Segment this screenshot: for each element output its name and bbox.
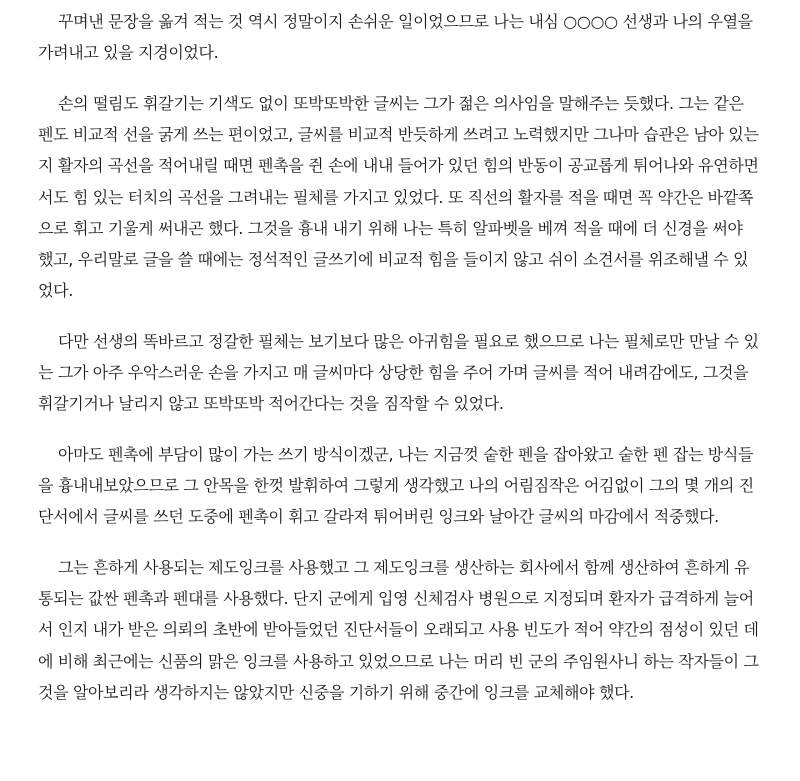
paragraph: 손의 떨림도 휘갈기는 기색도 없이 또박또박한 글씨는 그가 젊은 의사임을 말해주는 듯했다. 그는 같은 펜도 비교적 선을 굵게 쓰는 편이었고, 글씨를 비교적 반듯하게 쓰려고 노력했지만 그나마 습관은 남아 있는지 활자의 곡선을 적어내릴 때면 펜촉을 쥔 손에 내내 들어가 있던 힘의 반동이 공교롭게 튀어나와 유연하면서도 힘 있는 터치의 곡선을 그려내는 필체를 가지고 있었다. 또 직선의 활자를 적을 때면 꼭 약간은 바깥쪽으로 휘고 기울게 써내곤 했다. 그것을 흉내 내기 위해 나는 특히 알파벳을 베껴 적을 때에 더 신경을 써야 했고, 우리말로 글을 쓸 때에는 정석적인 글쓰기에 비교적 힘을 들이지 않고 쉬이 소견서를 위조해낼 수 있었다. (38, 93, 759, 301)
paragraph: 꾸며낸 문장을 옮겨 적는 것 역시 정말이지 손쉬운 일이었으므로 나는 내심 ○○○○ 선생과 나의 우열을 가려내고 있을 지경이었다. (38, 12, 753, 63)
paragraph: 그는 흔하게 사용되는 제도잉크를 사용했고 그 제도잉크를 생산하는 회사에서 함께 생산하여 흔하게 유통되는 값싼 펜촉과 펜대를 사용했다. 단지 군에게 입영 신체검사 병원으로 지정되며 환자가 급격하게 늘어서 인지 내가 받은 의뢰의 초반에 받아들었던 진단서들이 오래되고 사용 빈도가 적어 약간의 점성이 있던 데에 비해 최근에는 신품의 맑은 잉크를 사용하고 있었으므로 나는 머리 빈 군의 주임원사니 하는 작자들이 그것을 알아보리라 생각하지는 않았지만 신중을 기하기 위해 중간에 잉크를 교체해야 했다. (38, 558, 759, 702)
paragraph: 다만 선생의 똑바르고 정갈한 필체는 보기보다 많은 아귀힘을 필요로 했으므로 나는 필체로만 만날 수 있는 그가 아주 우악스러운 손을 가지고 매 글씨마다 상당한 힘을 주어 가며 글씨를 적어 내려감에도, 그것을 휘갈기거나 날리지 않고 또박또박 적어간다는 것을 짐작할 수 있었다. (38, 331, 759, 414)
paragraph: 아마도 펜촉에 부담이 많이 가는 쓰기 방식이겠군, 나는 지금껏 숱한 펜을 잡아왔고 숱한 펜 잡는 방식들을 흉내내보았으므로 그 안목을 한껏 발휘하여 그렇게 생각했고 나의 어림짐작은 어김없이 그의 몇 개의 진단서에서 글씨를 쓰던 도중에 펜촉이 휘고 갈라져 튀어버린 잉크와 날아간 글씨의 마감에서 적중했다. (38, 444, 754, 527)
